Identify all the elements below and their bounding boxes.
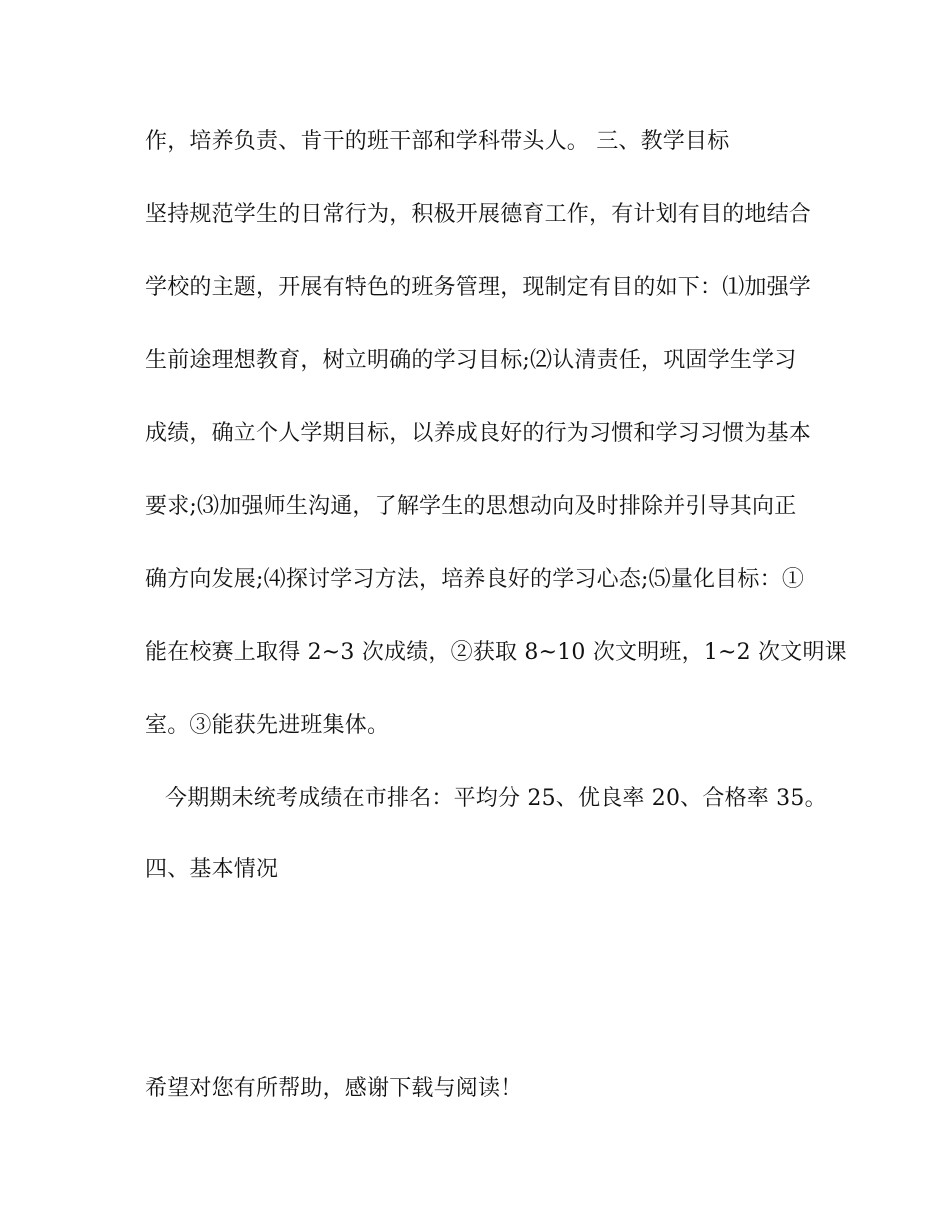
paragraph-line: 确方向发展;⑷探讨学习方法，培养良好的学习心态;⑸量化目标：① (145, 567, 805, 592)
paragraph-line: 能在校赛上取得 2~3 次成绩，②获取 8~10 次文明班，1~2 次文明课 (145, 640, 847, 665)
paragraph-line: 生前途理想教育，树立明确的学习目标;⑵认清责任，巩固学生学习 (145, 348, 797, 373)
exam-ranking-line: 今期期未统考成绩在市排名：平均分 25、优良率 20、合格率 35。 (165, 786, 827, 811)
section-heading: 四、基本情况 (145, 857, 279, 882)
paragraph-line: 学校的主题，开展有特色的班务管理，现制定有目的如下：⑴加强学 (145, 275, 812, 300)
paragraph-line: 成绩，确立个人学期目标，以养成良好的行为习惯和学习习惯为基本 (145, 421, 812, 446)
paragraph-line: 室。③能获先进班集体。 (145, 713, 390, 738)
paragraph-line: 坚持规范学生的日常行为，积极开展德育工作，有计划有目的地结合 (145, 202, 812, 227)
paragraph-line: 要求;⑶加强师生沟通，了解学生的思想动向及时排除并引导其向正 (145, 494, 797, 519)
paragraph-line: 作，培养负责、肯干的班干部和学科带头人。 三、教学目标 (145, 129, 730, 154)
closing-message: 希望对您有所帮助，感谢下载与阅读！ (145, 1076, 523, 1101)
